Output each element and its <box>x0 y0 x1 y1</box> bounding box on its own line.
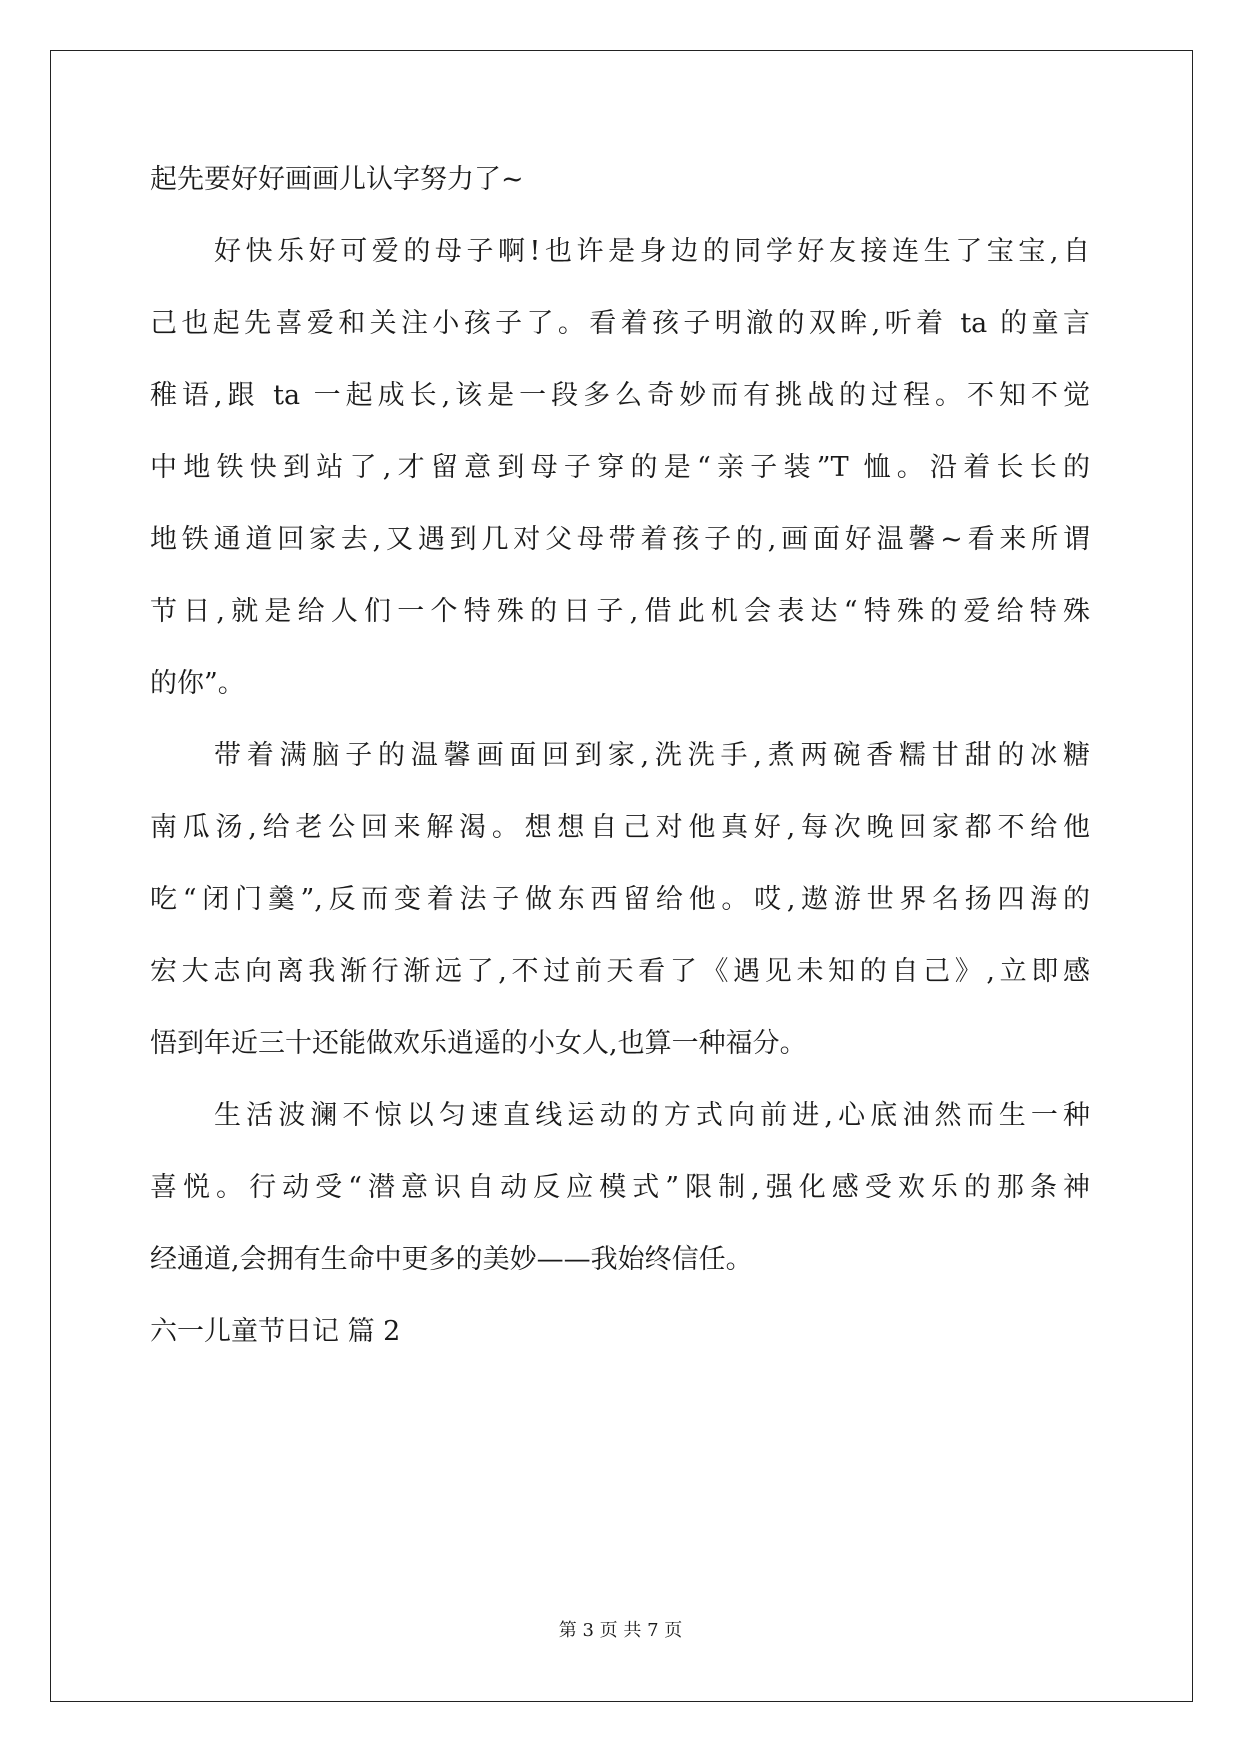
text-line: 起先要好好画画儿认字努力了~ <box>150 164 524 195</box>
text-line: 己也起先喜爱和关注小孩子了。看着孩子明澈的双眸,听着 ta 的童言 <box>150 308 1090 339</box>
paragraph-first-line: 生活波澜不惊以匀速直线运动的方式向前进,心底油然而生一种 <box>214 1100 1090 1131</box>
text-line: 南瓜汤,给老公回来解渴。想想自己对他真好,每次晚回家都不给他 <box>150 812 1090 843</box>
page-number-footer: 第 3 页 共 7 页 <box>558 1620 683 1641</box>
text-line: 的你”。 <box>150 668 245 699</box>
text-line: 地铁通道回家去,又遇到几对父母带着孩子的,画面好温馨~看来所谓 <box>150 524 1090 555</box>
text-line: 节日,就是给人们一个特殊的日子,借此机会表达“特殊的爱给特殊 <box>150 596 1090 627</box>
section-heading: 六一儿童节日记 篇 2 <box>150 1316 401 1347</box>
paragraph-first-line: 带着满脑子的温馨画面回到家,洗洗手,煮两碗香糯甘甜的冰糖 <box>214 740 1090 771</box>
page-border <box>50 50 1193 1702</box>
text-line: 悟到年近三十还能做欢乐逍遥的小女人,也算一种福分。 <box>150 1028 807 1059</box>
text-line: 宏大志向离我渐行渐远了,不过前天看了《遇见未知的自己》,立即感 <box>150 956 1090 987</box>
text-line: 喜悦。行动受“潜意识自动反应模式”限制,强化感受欢乐的那条神 <box>150 1172 1090 1203</box>
text-line: 吃“闭门羹”,反而变着法子做东西留给他。哎,遨游世界名扬四海的 <box>150 884 1090 915</box>
text-line: 中地铁快到站了,才留意到母子穿的是“亲子装”T 恤。沿着长长的 <box>150 452 1090 483</box>
paragraph-first-line: 好快乐好可爱的母子啊!也许是身边的同学好友接连生了宝宝,自 <box>214 236 1090 267</box>
text-line: 稚语,跟 ta 一起成长,该是一段多么奇妙而有挑战的过程。不知不觉 <box>150 380 1090 411</box>
text-line: 经通道,会拥有生命中更多的美妙——我始终信任。 <box>150 1244 753 1275</box>
